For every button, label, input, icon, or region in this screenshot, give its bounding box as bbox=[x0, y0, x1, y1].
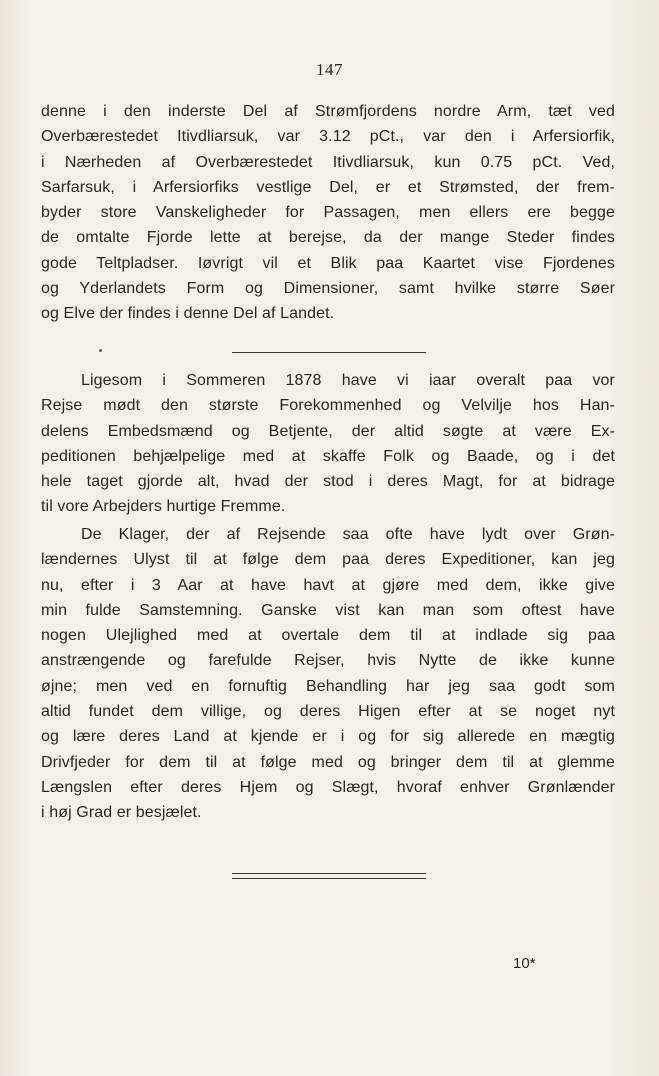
paragraph-3 bbox=[41, 522, 615, 826]
text-line: anstrængende og farefulde Rejser, hvis Nytte de ikke kunne bbox=[41, 652, 615, 670]
text-line: Sarfarsuk, i Arfersiorfiks vestlige Del, er et Strømsted, der frem- bbox=[41, 178, 615, 196]
section-divider bbox=[232, 352, 426, 353]
text-line: De Klager, der af Rejsende saa ofte have lydt over Grøn- bbox=[81, 526, 615, 543]
text-line: denne i den inderste Del af Strømfjordens nordre Arm, tæt ved bbox=[41, 103, 615, 120]
text-line: Ligesom i Sommeren 1878 have vi iaar overalt paa vor bbox=[81, 372, 615, 389]
text-line: og lære deres Land at kjende er i og for sig allerede en mægtig bbox=[41, 728, 615, 746]
text-line: i høj Grad er besjælet. bbox=[41, 804, 202, 822]
text-line: lændernes Ulyst til at følge dem paa deres Expeditioner, kan jeg bbox=[41, 551, 615, 569]
text-line: byder store Vanskeligheder for Passagen, men ellers ere begge bbox=[41, 204, 615, 222]
text-line: min fulde Samstemning. Ganske vist kan man som oftest have bbox=[41, 601, 615, 619]
end-rule bbox=[232, 873, 426, 879]
text-line: delens Embedsmænd og Betjente, der altid søgte at være Ex- bbox=[41, 422, 615, 440]
paragraph-2 bbox=[41, 368, 615, 520]
text-line: peditionen behjælpelige med at skaffe Folk og Baade, og i det bbox=[41, 447, 615, 465]
ink-speck bbox=[99, 349, 102, 352]
text-line: Drivfjeder for dem til at følge med og bringer dem til at glemme bbox=[41, 753, 615, 771]
text-line: Rejse mødt den største Forekommenhed og Velvilje hos Han- bbox=[41, 397, 615, 415]
signature-mark: 10* bbox=[513, 955, 536, 972]
text-line: Overbærestedet Itivdliarsuk, var 3.12 pCt., var den i Arfersiorfik, bbox=[41, 128, 615, 146]
text-line: gode Teltpladser. Iøvrigt vil et Blik paa Kaartet vise Fjordenes bbox=[41, 254, 615, 272]
text-line: Længslen efter deres Hjem og Slægt, hvoraf enhver Grønlænder bbox=[41, 778, 615, 796]
text-line: til vore Arbejders hurtige Fremme. bbox=[41, 498, 286, 516]
text-line: øjne; men ved en fornuftig Behandling har jeg saa godt som bbox=[41, 677, 615, 695]
paragraph-1 bbox=[41, 99, 615, 327]
page-number: 147 bbox=[316, 60, 343, 79]
text-line: og Yderlandets Form og Dimensioner, samt hvilke større Søer bbox=[41, 280, 615, 298]
text-line: altid fundet dem villige, og deres Higen efter at se noget nyt bbox=[41, 703, 615, 721]
text-line: og Elve der findes i denne Del af Landet. bbox=[41, 305, 335, 323]
text-line: nogen Ulejlighed med at overtale dem til at indlade sig paa bbox=[41, 627, 615, 645]
text-line: i Nærheden af Overbærestedet Itivdliarsuk, kun 0.75 pCt. Ved, bbox=[41, 153, 615, 171]
text-line: hele taget gjorde alt, hvad der stod i deres Magt, for at bidrage bbox=[41, 473, 615, 491]
text-line: de omtalte Fjorde lette at berejse, da der mange Steder findes bbox=[41, 229, 615, 247]
text-line: nu, efter i 3 Aar at have havt at gjøre med dem, ikke give bbox=[41, 576, 615, 594]
